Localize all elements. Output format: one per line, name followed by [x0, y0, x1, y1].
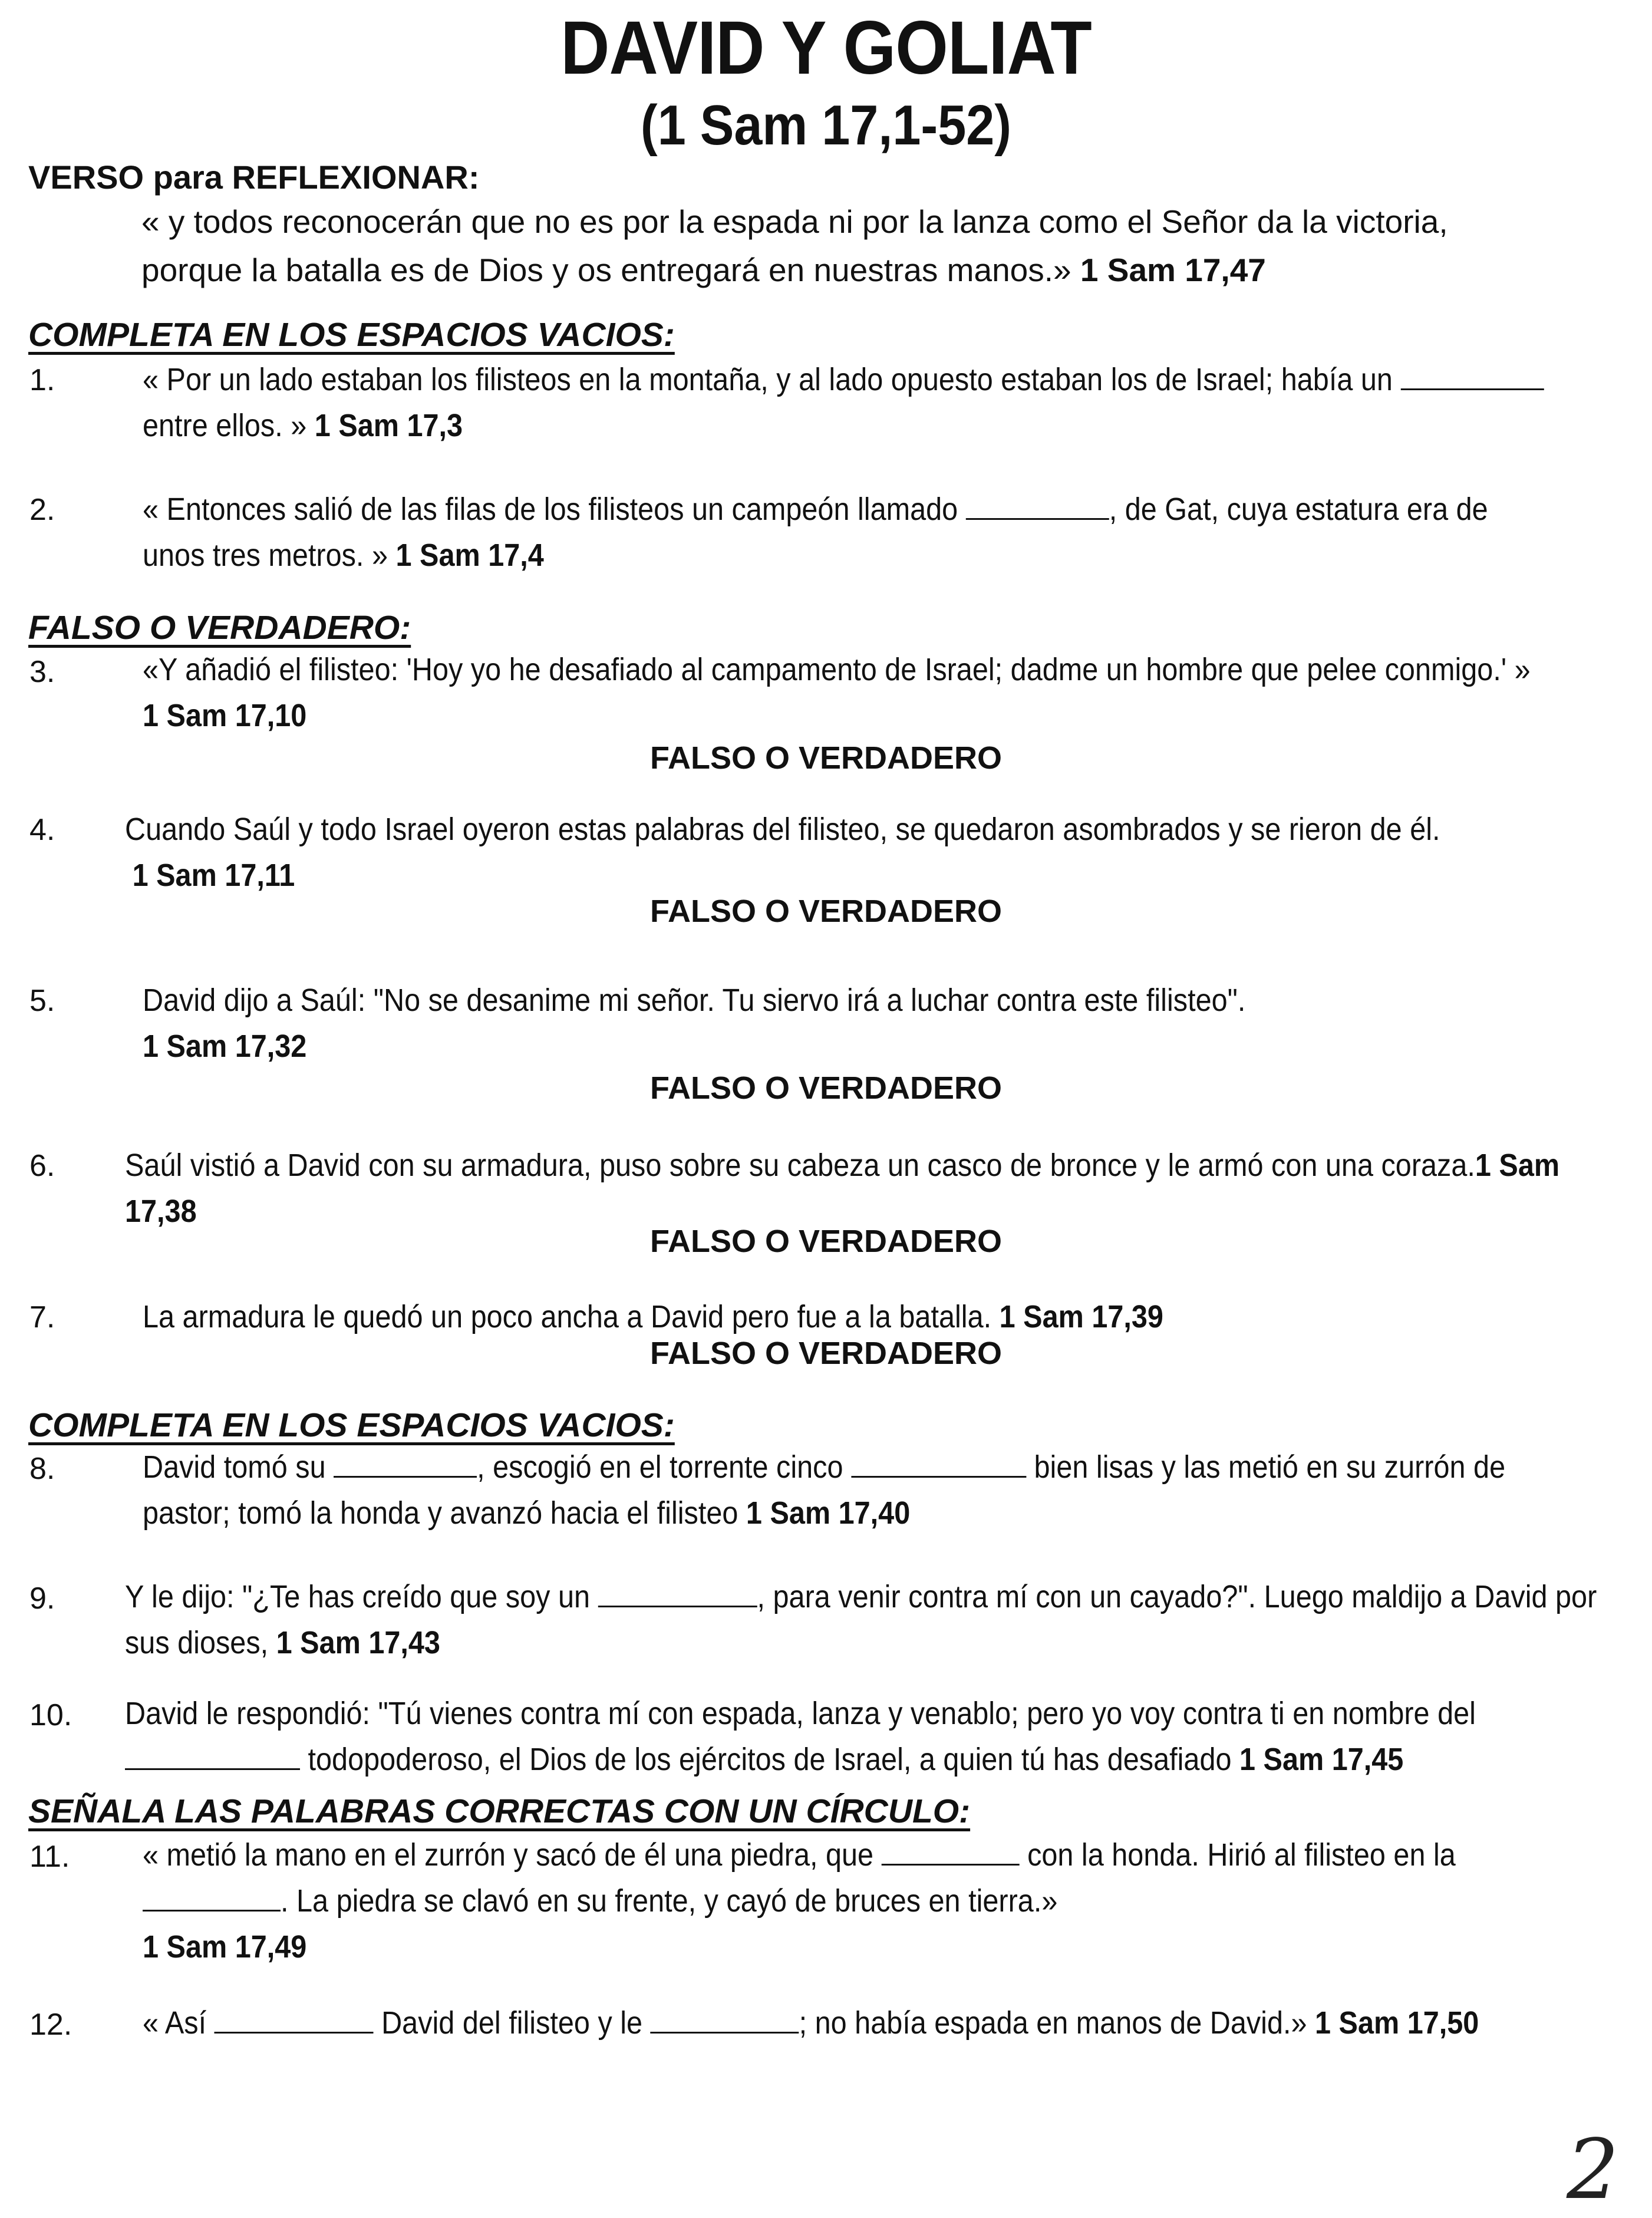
verse-heading: VERSO para REFLEXIONAR:	[28, 159, 480, 196]
answer-blank[interactable]	[1400, 362, 1544, 390]
question-text: , escogió en el torrente cinco	[477, 1449, 852, 1485]
bible-reference: 1 Sam 17,3	[314, 408, 463, 443]
true-false-option-7[interactable]: FALSO O VERDADERO	[649, 1336, 1003, 1371]
answer-blank[interactable]	[125, 1742, 300, 1770]
question-text: , de Gat, cuya estatura era de unos tres metros. »	[143, 492, 1488, 573]
question-5	[143, 977, 1548, 1069]
answer-blank[interactable]	[882, 1838, 1020, 1866]
page-subtitle: (1 Sam 17,1-52)	[640, 94, 1012, 157]
true-false-option-4[interactable]: FALSO O VERDADERO	[649, 894, 1003, 929]
question-text: bien lisas y las metió en su zurrón de pastor; tomó la honda y avanzó hacia el filisteo	[143, 1449, 1506, 1531]
bible-reference: 1 Sam 17,4	[395, 538, 544, 573]
true-false-option-3[interactable]: FALSO O VERDADERO	[649, 740, 1003, 776]
answer-blank[interactable]	[143, 1884, 281, 1911]
question-text: . La piedra se clavó en su frente, y cayó de bruces en tierra.»	[281, 1883, 1058, 1919]
question-number: 6.	[29, 1149, 55, 1183]
answer-blank[interactable]	[651, 2006, 799, 2034]
question-text: David tomó su	[143, 1449, 334, 1485]
question-9	[125, 1574, 1610, 1666]
question-number: 10.	[29, 1698, 72, 1732]
bible-reference: 1 Sam 17,49	[143, 1929, 307, 1965]
question-number: 3.	[29, 655, 55, 689]
question-text: todopoderoso, el Dios de los ejércitos de Israel, a quien tú has desafiado	[300, 1742, 1232, 1777]
question-number: 2.	[29, 493, 55, 527]
answer-blank[interactable]	[966, 492, 1109, 520]
verse-body: « y todos reconocerán que no es por la espada ni por la lanza como el Señor da la victoria, porque la batalla es de Dios y os entregará en nuestras manos.»	[141, 203, 1448, 288]
question-text: La armadura le quedó un poco ancha a David pero fue a la batalla.	[143, 1299, 992, 1334]
question-number: 12.	[29, 2008, 72, 2042]
bible-reference: 1 Sam 17,50	[1315, 2005, 1479, 2041]
question-number: 8.	[29, 1452, 55, 1486]
page-number: 2	[1567, 2122, 1620, 2218]
bible-reference: 1 Sam 17,38	[125, 1148, 1560, 1229]
question-text: « metió la mano en el zurrón y sacó de él una piedra, que	[143, 1837, 882, 1873]
question-text: «Y añadió el filisteo: 'Hoy yo he desafiado al campamento de Israel; dadme un hombre que pelee conmigo.' »	[143, 652, 1531, 687]
question-number: 11.	[29, 1840, 70, 1874]
question-3	[143, 647, 1548, 739]
answer-blank[interactable]	[334, 1450, 477, 1478]
question-6	[125, 1142, 1610, 1234]
true-false-option-5[interactable]: FALSO O VERDADERO	[649, 1070, 1003, 1106]
answer-blank[interactable]	[215, 2006, 374, 2034]
verse-text	[141, 197, 1544, 294]
question-text: « Entonces salió de las filas de los filisteos un campeón llamado	[143, 492, 966, 527]
question-4	[125, 806, 1610, 898]
question-number: 7.	[29, 1300, 55, 1334]
question-text: ; no había espada en manos de David.»	[799, 2005, 1307, 2041]
question-text: « Por un lado estaban los filisteos en la montaña, y al lado opuesto estaban los de Israel; había un	[143, 362, 1401, 397]
section-heading-fill-blanks-2: COMPLETA EN LOS ESPACIOS VACIOS:	[28, 1406, 675, 1444]
question-text: David dijo a Saúl: "No se desanime mi señor. Tu siervo irá a luchar contra este filisteo".	[143, 983, 1246, 1018]
bible-reference: 1 Sam 17,32	[143, 1029, 307, 1064]
answer-blank[interactable]	[598, 1580, 757, 1607]
section-heading-true-false: FALSO O VERDADERO:	[28, 609, 411, 647]
verse-reference: 1 Sam 17,47	[1080, 252, 1266, 288]
question-text: Cuando Saúl y todo Israel oyeron estas palabras del filisteo, se quedaron asombrados y se rieron de él.	[125, 812, 1440, 847]
question-text: entre ellos. »	[143, 408, 307, 443]
section-heading-fill-blanks-1: COMPLETA EN LOS ESPACIOS VACIOS:	[28, 316, 675, 354]
bible-reference: 1 Sam 17,39	[999, 1299, 1163, 1334]
bible-reference: 1 Sam 17,10	[143, 698, 307, 733]
question-12	[143, 2000, 1548, 2046]
question-10	[125, 1690, 1610, 1782]
true-false-option-6[interactable]: FALSO O VERDADERO	[649, 1224, 1003, 1259]
bible-reference: 1 Sam 17,45	[1239, 1742, 1404, 1777]
bible-reference: 1 Sam 17,11	[132, 858, 295, 893]
question-2	[143, 486, 1548, 578]
question-text: con la honda. Hirió al filisteo en la	[1019, 1837, 1456, 1873]
section-heading-circle-words: SEÑALA LAS PALABRAS CORRECTAS CON UN CÍRCULO:	[28, 1792, 971, 1830]
question-1	[143, 357, 1548, 449]
question-text: , para venir contra mí con un cayado?". Luego maldijo a David por sus dioses,	[125, 1579, 1597, 1660]
question-8	[143, 1444, 1548, 1536]
question-number: 5.	[29, 984, 55, 1018]
bible-reference: 1 Sam 17,40	[746, 1495, 911, 1531]
question-text: Saúl vistió a David con su armadura, puso sobre su cabeza un casco de bronce y le armó con una coraza.	[125, 1148, 1475, 1183]
question-7	[143, 1294, 1548, 1340]
question-number: 9.	[29, 1581, 55, 1616]
answer-blank[interactable]	[851, 1450, 1026, 1478]
question-text: « Así	[143, 2005, 215, 2041]
question-11	[143, 1832, 1548, 1970]
question-number: 1.	[29, 363, 55, 397]
question-number: 4.	[29, 813, 55, 847]
bible-reference: 1 Sam 17,43	[276, 1625, 440, 1660]
page-title: DAVID Y GOLIAT	[560, 6, 1092, 90]
question-text: David le respondió: "Tú vienes contra mí con espada, lanza y venablo; pero yo voy contra ti en nombre del	[125, 1696, 1476, 1731]
question-text: David del filisteo y le	[373, 2005, 651, 2041]
question-text: Y le dijo: "¿Te has creído que soy un	[125, 1579, 598, 1614]
